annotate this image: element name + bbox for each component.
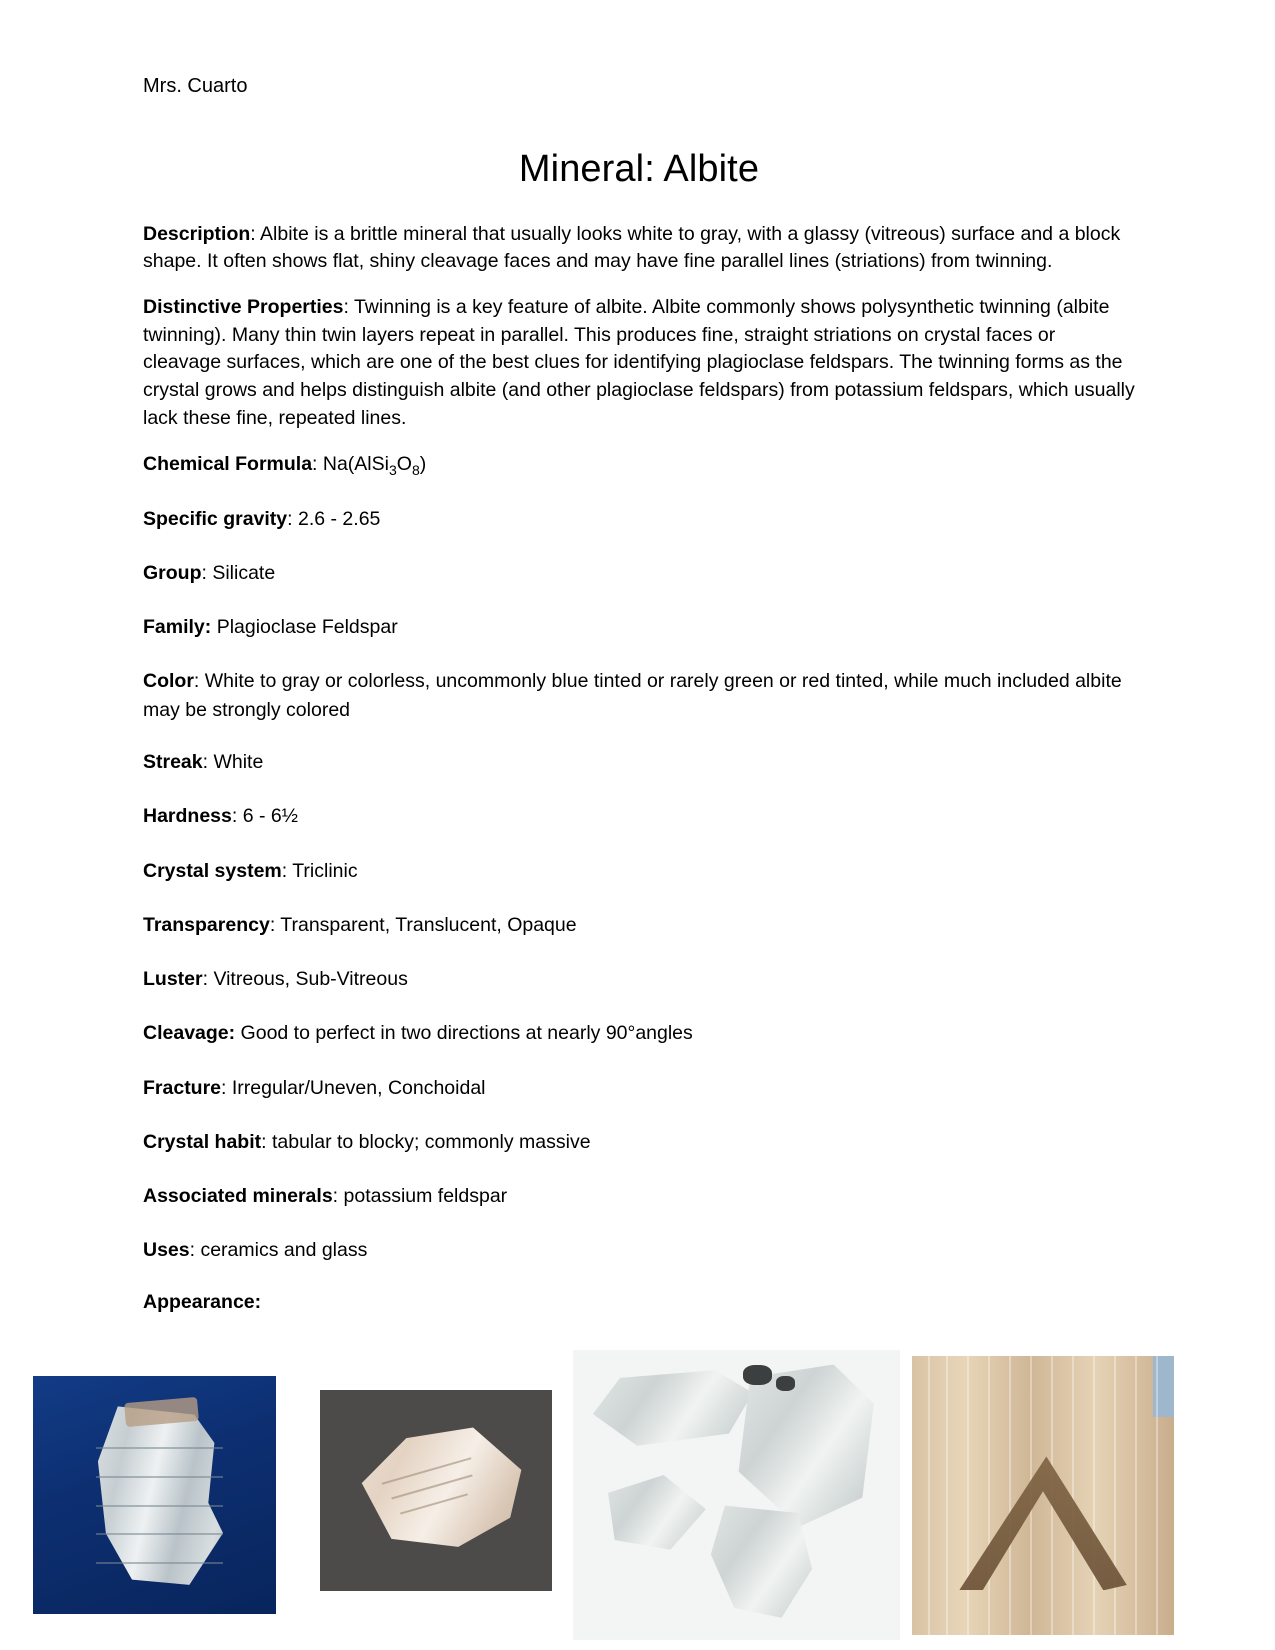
field-label: Streak [143, 751, 203, 773]
striation-line [1093, 1356, 1095, 1635]
field-chemical-formula [143, 450, 1135, 478]
albite-specimen-gray-background [320, 1390, 552, 1591]
striation-line [1156, 1356, 1158, 1635]
chemical-formula-prefix: : Na(AlSi [312, 453, 389, 476]
cleavage-line [96, 1476, 222, 1478]
field-color [143, 667, 1135, 724]
field-value: : White [202, 751, 264, 773]
distinctive-properties-label: Distinctive Properties [143, 295, 344, 318]
field-specific-gravity [143, 505, 1135, 533]
field-label: Luster [143, 968, 203, 991]
chemical-formula-sub-2: 8 [411, 462, 420, 479]
field-label: Group [143, 561, 202, 584]
appearance-label: Appearance: [143, 1290, 262, 1313]
albite-fragments-white-background [573, 1350, 900, 1640]
field-value: : Irregular/Uneven, Conchoidal [221, 1076, 486, 1099]
description-label: Description [143, 222, 251, 245]
field-value: Plagioclase Feldspar [211, 616, 398, 639]
chemical-formula-label: Chemical Formula [143, 453, 313, 476]
chemical-formula-suffix: ) [419, 453, 427, 476]
dark-inclusion [776, 1376, 796, 1391]
distinctive-properties-text: : Twinning is a key feature of albite. Albite commonly shows polysynthetic twinning (albite twinning). Many thin twin layers repeat in parallel. This produces fine, straight striations on crystal faces or cleavage surfaces, which are one of the best clues for identifying plagioclase feldspars. The twinning forms as the crystal grows and helps distinguish albite (and other plagioclase feldspars) from potassium feldspars, which usually lack these fine, repeated lines. [143, 295, 1135, 429]
field-value: : 6 - 6½ [231, 805, 298, 828]
description-text: : Albite is a brittle mineral that usually looks white to gray, with a glassy (vitreous) surface and a block shape. It often shows flat, shiny cleavage faces and may have fine parallel lines (striations) from twinning. [143, 222, 1121, 273]
field-label: Transparency [143, 913, 270, 936]
field-label: Hardness [143, 805, 232, 828]
striation-line [946, 1356, 948, 1635]
albite-specimen-blue-background [33, 1376, 276, 1614]
dark-inclusion [743, 1365, 772, 1385]
field-value: : Triclinic [281, 859, 358, 882]
field-crystal-habit [143, 1128, 1135, 1156]
field-label: Fracture [143, 1076, 222, 1099]
field-value: : Silicate [201, 561, 276, 584]
field-hardness [143, 802, 1135, 830]
cleavage-line [96, 1533, 222, 1535]
striation-line [1009, 1356, 1011, 1635]
field-value: Good to perfect in two directions at nearly 90°angles [235, 1022, 693, 1045]
field-label: Uses [143, 1239, 190, 1262]
field-group [143, 559, 1135, 587]
field-value: : potassium feldspar [332, 1185, 508, 1208]
distinctive-properties-paragraph [143, 294, 1135, 432]
field-label: Family: [143, 616, 212, 639]
field-label: Specific gravity [143, 507, 288, 530]
page-title: Mineral: Albite [518, 148, 760, 190]
rock-shape [343, 1422, 529, 1555]
striation-line [1114, 1356, 1116, 1635]
field-label: Cleavage: [143, 1022, 236, 1045]
field-transparency [143, 911, 1135, 939]
striation-line [1135, 1356, 1137, 1635]
field-value: : Vitreous, Sub-Vitreous [202, 968, 408, 991]
field-label: Crystal system [143, 859, 282, 882]
striation-line [1072, 1356, 1074, 1635]
field-crystal-system [143, 857, 1135, 885]
albite-striations-closeup [912, 1356, 1174, 1635]
appearance-image-gallery [33, 1350, 1275, 1650]
fragment-shape [599, 1472, 710, 1553]
cleavage-line [96, 1505, 222, 1507]
field-value: : tabular to blocky; commonly massive [261, 1130, 591, 1153]
fragment-shape [586, 1370, 756, 1445]
crystal-shape [88, 1402, 230, 1588]
field-value: : 2.6 - 2.65 [287, 507, 381, 530]
field-value: : White to gray or colorless, uncommonly blue tinted or rarely green or red tinted, while much included albite may be strongly colored [143, 670, 1122, 721]
field-label: Color [143, 670, 194, 693]
striation-line [988, 1356, 990, 1635]
cleavage-line [96, 1562, 222, 1564]
field-fracture [143, 1074, 1135, 1102]
field-luster [143, 965, 1135, 993]
striation-line [967, 1356, 969, 1635]
field-family [143, 613, 1135, 641]
description-paragraph [143, 221, 1135, 276]
field-label: Crystal habit [143, 1130, 262, 1153]
chemical-formula-sub-1: 3 [388, 462, 397, 479]
field-uses [143, 1236, 1135, 1264]
field-value: : ceramics and glass [189, 1239, 368, 1262]
fragment-shape [730, 1365, 874, 1527]
author-line: Mrs. Cuarto [143, 75, 248, 97]
dark-wedge [959, 1456, 1127, 1590]
field-streak [143, 748, 1135, 776]
striation-line [928, 1356, 930, 1635]
cleavage-line [96, 1447, 222, 1449]
chemical-formula-mid: O [396, 453, 412, 476]
field-value: : Transparent, Translucent, Opaque [269, 913, 577, 936]
field-associated-minerals [143, 1182, 1135, 1210]
field-cleavage [143, 1019, 1135, 1047]
field-label: Associated minerals [143, 1185, 333, 1208]
